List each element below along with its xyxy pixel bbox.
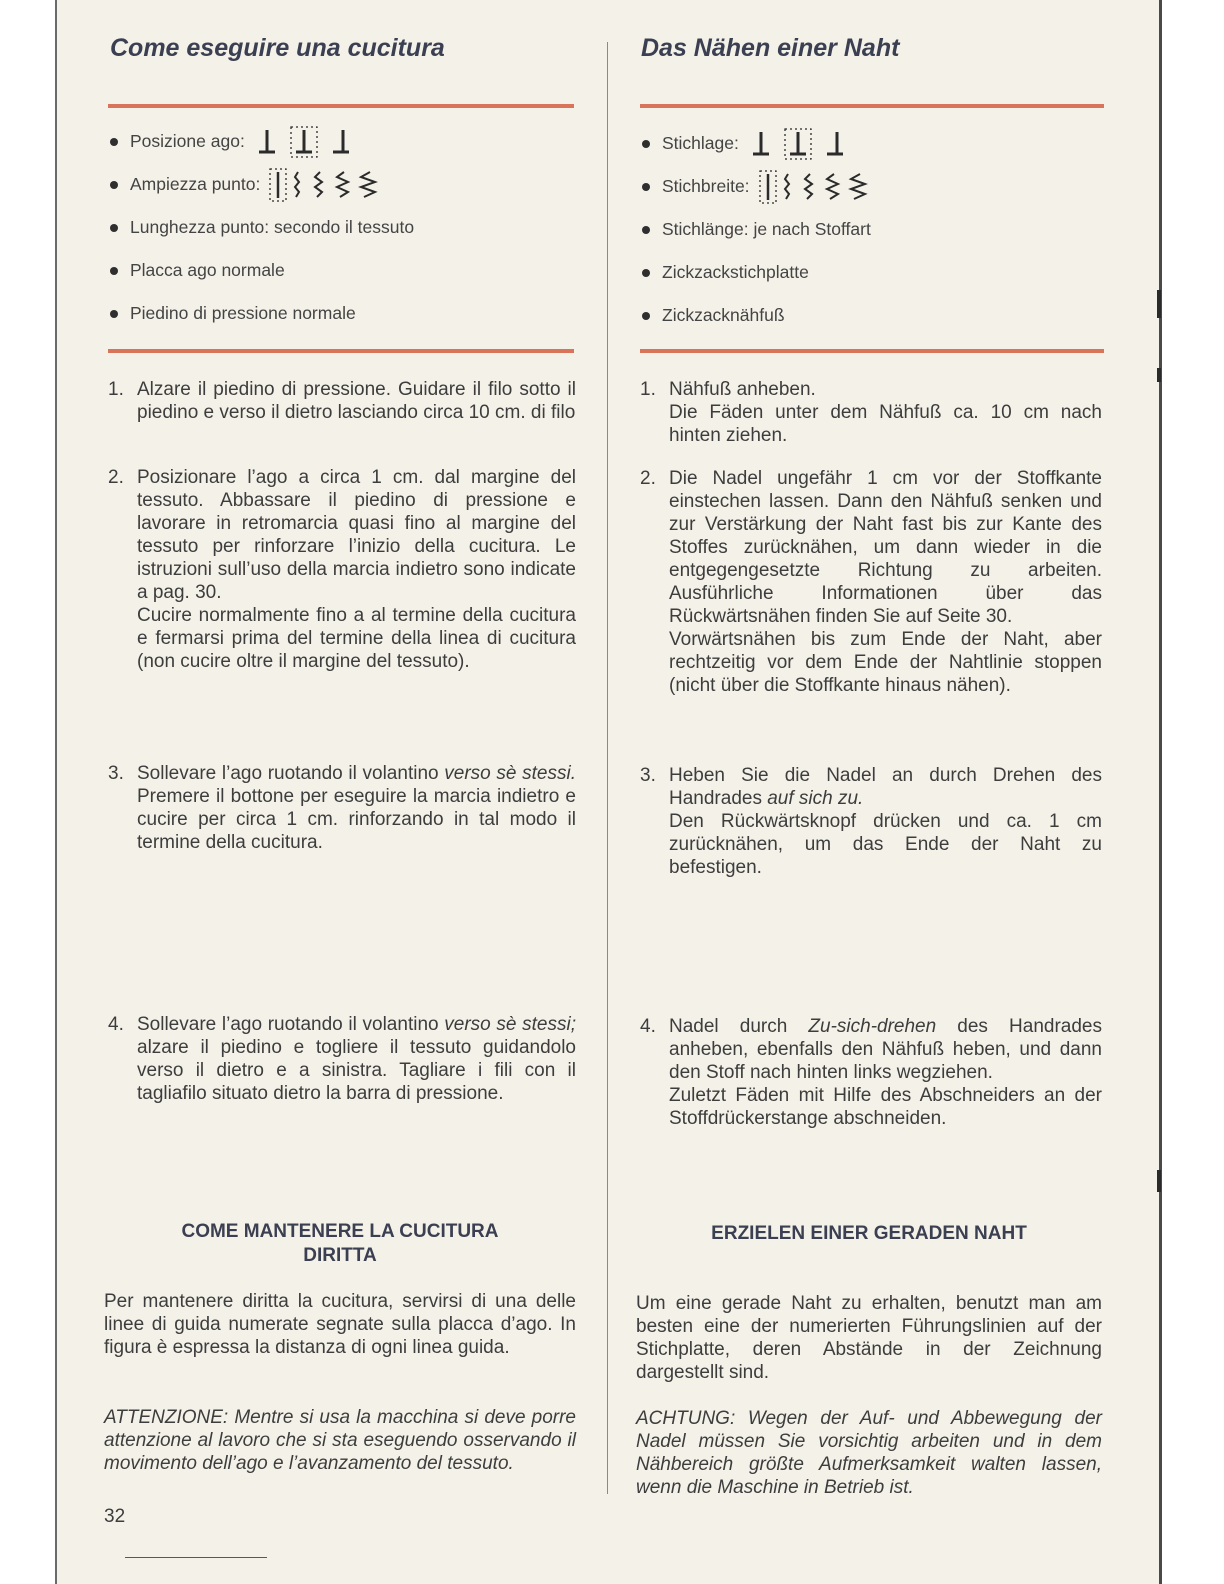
setting-label: Zickzacknähfuß [662,305,785,325]
step-text: Zuletzt Fäden mit Hilfe des Abschneiders an der Stoffdrückerstange abschneiden. [669,1085,1102,1129]
bullet-icon [110,267,118,275]
step-item [108,378,576,424]
setting-label: Stichlage: [662,133,739,153]
setting-label: Ampiezza punto: [130,174,261,194]
stitch-width-icon [268,166,418,204]
step-text: Cucire normalmente fino a al termine della cucitura e fermarsi prima del termine della linea di cucitura (non cucire oltre il margine del tessuto). [137,605,576,672]
bullet-icon [110,310,118,318]
setting-needle-plate [642,251,1102,294]
bullet-icon [110,138,118,146]
section-rule [640,104,1104,108]
step-number: 4. [108,1014,124,1035]
edge-mark [1157,368,1161,382]
step-text: Sollevare l’ago ruotando il volantino verso sè stessi; alzare il piedino e togliere il tessuto guidandolo verso il dietro e a sinistra. Tagliare i fili con il tagliafilo situato dietro la barra di pressione. [137,1014,576,1104]
edge-mark [1157,1170,1161,1192]
bullet-icon [642,226,650,234]
step-text: Den Rückwärtsknopf drücken und ca. 1 cm zurücknähen, um das Ende der Naht zu befestigen. [669,811,1102,878]
step-text: Heben Sie die Nadel an durch Drehen des Handrades auf sich zu. [669,765,1102,809]
step-item [640,467,1102,697]
setting-label: Zickzackstichplatte [662,262,809,282]
step-item [108,466,576,673]
step-text: Vorwärtsnähen bis zum Ende der Naht, aber rechtzeitig vor dem Ende der Nahtlinie stoppen (nicht über die Stoffkante hinaus nähen). [669,629,1102,696]
setting-presser-foot [642,294,1102,337]
setting-stitch-width [642,165,1102,208]
setting-label: Placca ago normale [130,260,285,280]
german-subheading: ERZIELEN EINER GERADEN NAHT [711,1223,1027,1244]
setting-label: Stichlänge: je nach Stoffart [662,219,871,239]
italian-subheading: COME MANTENERE LA CUCITURA DIRITTA [181,1221,499,1266]
step-text: Sollevare l’ago ruotando il volantino verso sè stessi. Premere il bottone per eseguire la marcia indietro e cucire per circa 1 cm. rinforzando in tal modo il termine della cucitura. [137,763,576,853]
setting-needle-position [642,122,1102,165]
section-rule [108,349,574,353]
step-item [108,1013,576,1105]
step-text: Die Fäden unter dem Nähfuß ca. 10 cm nach hinten ziehen. [669,402,1102,446]
german-paragraph: Um eine gerade Naht zu erhalten, benutzt man am besten eine der numerierten Führungslinien auf der Stichplatte, deren Abstände in der Zeichnung dargestellt sind. [636,1293,1102,1383]
setting-stitch-length [642,208,1102,251]
step-number: 2. [108,467,124,488]
setting-needle-position [110,120,576,163]
italian-settings-list [110,120,576,335]
german-title: Das Nähen einer Naht [641,34,900,62]
page-number: 32 [104,1506,126,1527]
step-item [640,764,1102,879]
step-item [640,378,1102,447]
german-settings-list [642,122,1102,337]
bullet-icon [642,312,650,320]
step-text: Posizionare l’ago a circa 1 cm. dal margine del tessuto. Abbassare il piedino di pressione e lavorare in retromarcia quasi fino al margine del tessuto per rinforzare l’inizio della cucitura. Le istruzioni sull’uso della marcia indietro sono indicate a pag. 30. [137,467,576,603]
bullet-icon [642,269,650,277]
italian-warning: ATTENZIONE: Mentre si usa la macchina si deve porre attenzione al lavoro che si sta eseguendo osservando il movimento dell’ago e l’avanzamento del tessuto. [104,1407,576,1474]
section-rule [108,104,574,108]
step-number: 1. [640,379,656,400]
step-number: 3. [108,763,124,784]
section-rule [640,349,1104,353]
step-item [640,1015,1102,1130]
needle-position-icon [253,124,363,160]
column-divider [607,42,608,1494]
step-item [108,762,576,854]
setting-stitch-width [110,163,576,206]
stitch-width-icon [758,168,908,206]
setting-needle-plate [110,249,576,292]
setting-label: Piedino di pressione normale [130,303,356,323]
step-number: 4. [640,1016,656,1037]
step-number: 1. [108,379,124,400]
setting-label: Stichbreite: [662,176,750,196]
step-number: 3. [640,765,656,786]
setting-stitch-length [110,206,576,249]
scan-artifact-line [125,1557,267,1558]
step-text: Alzare il piedino di pressione. Guidare il filo sotto il piedino e verso il dietro lasciando circa 10 cm. di filo [137,379,576,423]
step-number: 2. [640,468,656,489]
italian-title: Come eseguire una cucitura [110,34,445,62]
german-warning: ACHTUNG: Wegen der Auf- und Abbewegung der Nadel müssen Sie vorsichtig arbeiten und in dem Nähbereich größte Aufmerksamkeit walten lassen, wenn die Maschine in Betrieb ist. [636,1408,1102,1498]
bullet-icon [642,140,650,148]
setting-label: Posizione ago: [130,131,245,151]
setting-label: Lunghezza punto: secondo il tessuto [130,217,415,237]
setting-presser-foot [110,292,576,335]
bullet-icon [110,181,118,189]
edge-mark [1157,290,1161,318]
step-text: Nähfuß anheben. [669,379,816,400]
italian-paragraph: Per mantenere diritta la cucitura, servirsi di una delle linee di guida numerate segnate sulla placca d’ago. In figura è espressa la distanza di ogni linea guida. [104,1291,576,1358]
step-text: Die Nadel ungefähr 1 cm vor der Stoffkante einstechen lassen. Dann den Nähfuß senken und zur Verstärkung der Naht fast bis zur Kante des Stoffes zurücknähen, um dann wieder in die entgegengesetzte Richtung zu arbeiten. Ausführliche Informationen über das Rückwärtsnähen finden Sie auf Seite 30. [669,468,1102,627]
bullet-icon [642,183,650,191]
step-text: Nadel durch Zu-sich-drehen des Handrades anheben, ebenfalls den Nähfuß heben, und dann den Stoff nach hinten links wegziehen. [669,1016,1102,1083]
bullet-icon [110,224,118,232]
needle-position-icon [747,126,857,162]
